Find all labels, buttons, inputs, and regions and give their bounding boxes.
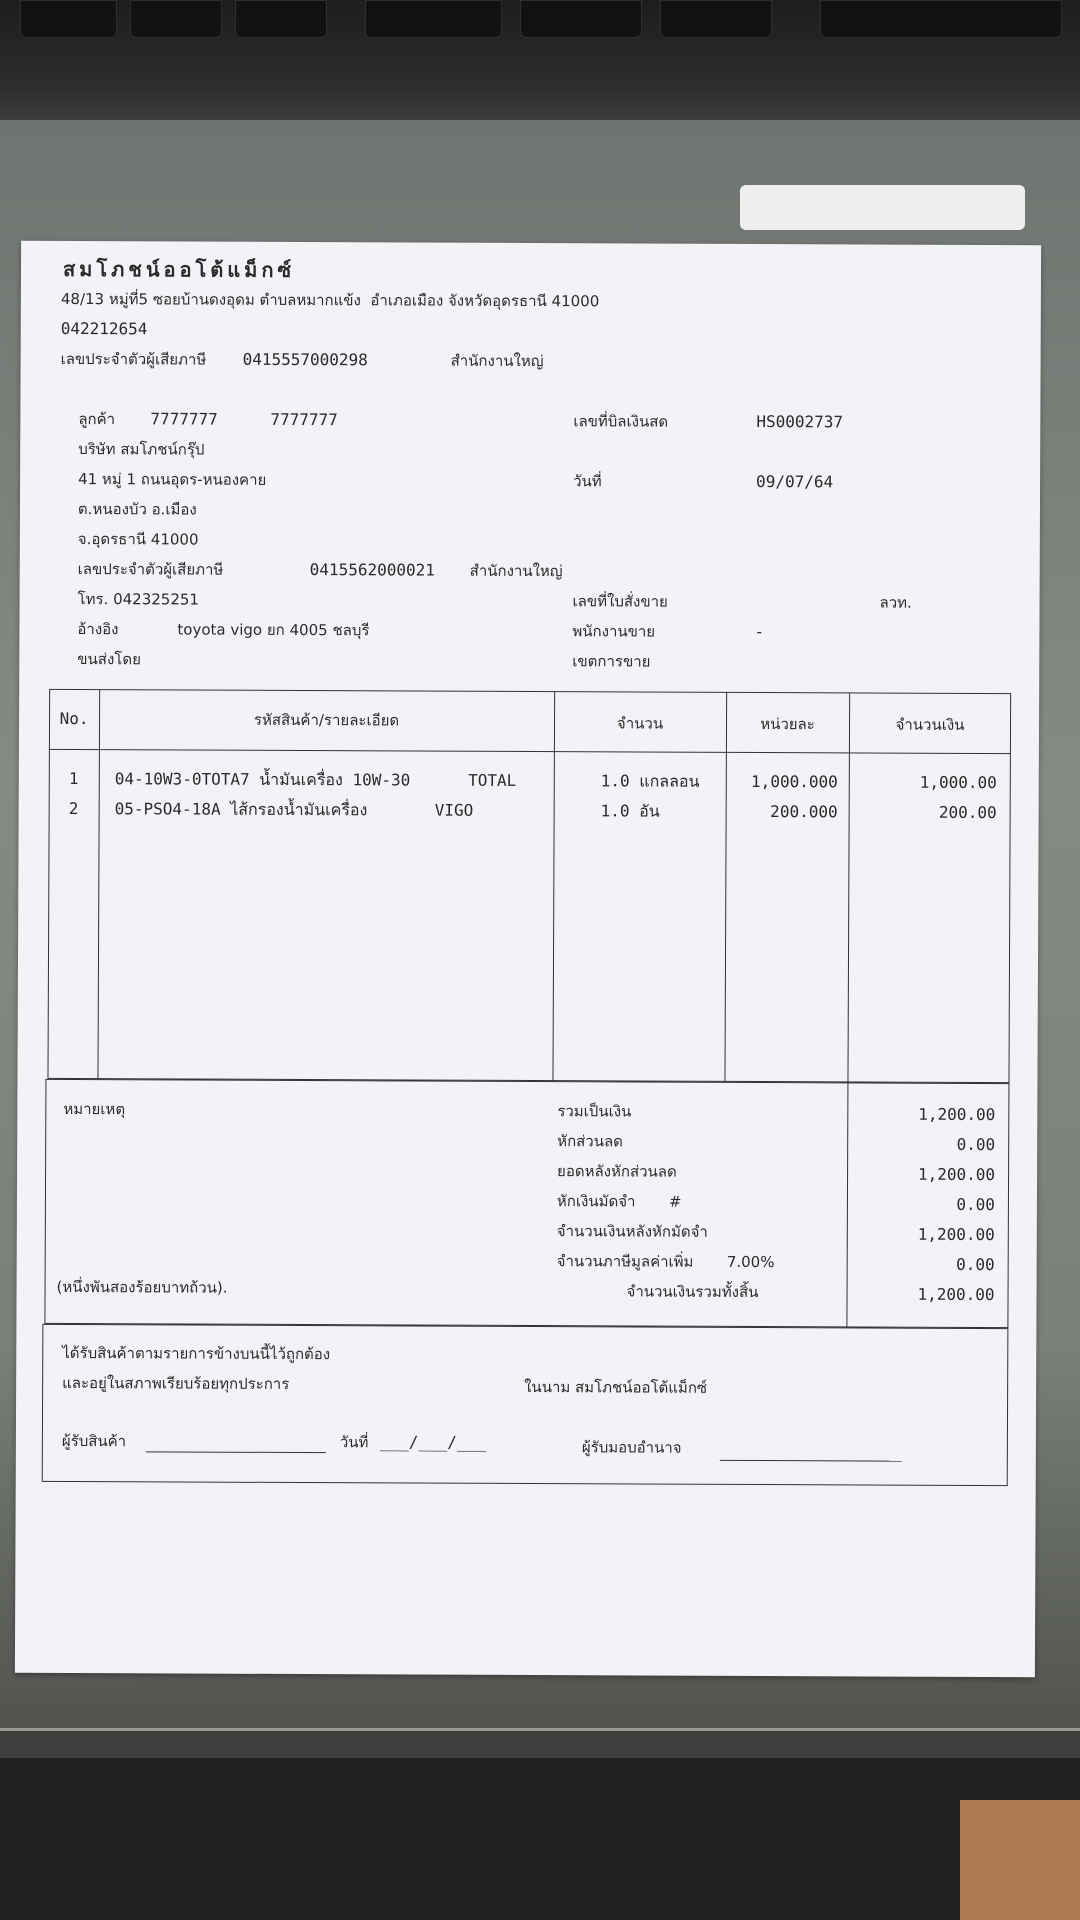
header-quantity: จำนวน (616, 714, 664, 733)
customer-label: ลูกค้า (78, 410, 116, 429)
received-text-1: ได้รับสินค้าตามรายการข้างบนนี้ไว้ถูกต้อง (62, 1343, 331, 1364)
summary-value-discount: 0.00 (956, 1134, 996, 1155)
customer-code: 7777777 (150, 409, 218, 429)
row-2-no: 2 (68, 798, 79, 819)
row-2-amount: 200.00 (938, 802, 997, 823)
salesperson-value: - (754, 621, 765, 642)
summary-value-subtotal: 1,200.00 (918, 1104, 996, 1125)
keyboard-key (20, 0, 117, 38)
company-name: สมโภชน์ออโต้แม็กซ์ (62, 256, 296, 282)
keyboard-key (820, 0, 1062, 38)
customer-address-2: ต.หนองบัว อ.เมือง (77, 500, 197, 519)
bill-date-value: 09/07/64 (756, 471, 834, 492)
keyboard-key (130, 0, 222, 38)
receiver-label: ผู้รับสินค้า (61, 1431, 127, 1451)
floor-background (0, 1758, 1080, 1920)
summary-label-deposit: หักเงินมัดจำ # (556, 1192, 682, 1211)
customer-name: บริษัท สมโภชน์กรุ๊ป (78, 440, 205, 459)
summary-label-after-discount: ยอดหลังหักส่วนลด (557, 1162, 677, 1181)
customer-tax-id: 0415562000021 (309, 560, 435, 580)
salesperson-label: พนักงานขาย (572, 622, 656, 641)
bill-no-label: เลขที่บิลเงินสด (573, 412, 669, 431)
header-unit-price: หน่วยละ (760, 715, 815, 734)
company-phone: 042212654 (60, 318, 148, 339)
reference-label: อ้างอิง (77, 620, 119, 639)
summary-label-subtotal: รวมเป็นเงิน (557, 1102, 632, 1121)
shipping-label: ขนส่งโดย (77, 650, 141, 669)
company-tax-label: เลขประจำตัวผู้เสียภาษี (60, 349, 207, 369)
keyboard-key (660, 0, 772, 38)
company-tax-id: 0415557000298 (242, 349, 368, 370)
customer-address-3: จ.อุดรธานี 41000 (77, 530, 199, 549)
company-address: 48/13 หมู่ที่5 ซอยบ้านดงอุดม ตำบลหมากแข้ง อำเภอเมือง จังหวัดอุดรธานี 41000 (60, 289, 600, 311)
company-branch: สำนักงานใหญ่ (450, 351, 544, 371)
customer-address-1: 41 หมู่ 1 ถนนอุดร-หนองคาย (78, 470, 267, 489)
row-1-unit-price: 1,000.000 (751, 771, 838, 792)
customer-tax-label: เลขประจำตัวผู้เสียภาษี (77, 560, 224, 579)
remark-label: หมายเหตุ (63, 1099, 126, 1119)
header-description: รหัสสินค้า/รายละเอียด (253, 710, 400, 730)
summary-value-after-deposit: 1,200.00 (917, 1224, 995, 1245)
keyboard-background (0, 0, 1080, 120)
summary-value-grand-total: 1,200.00 (917, 1284, 995, 1305)
summary-value-deposit: 0.00 (956, 1194, 995, 1215)
desk-edge (0, 1728, 1080, 1761)
amount-in-words: (หนึ่งพันสองร้อยบาทถ้วน). (56, 1277, 228, 1297)
header-amount: จำนวนเงิน (895, 715, 965, 734)
customer-branch: สำนักงานใหญ่ (469, 561, 563, 581)
sales-area-label: เขตการขาย (572, 652, 651, 671)
row-1-quantity: 1.0 แกลลอน (600, 771, 700, 791)
summary-label-discount: หักส่วนลด (557, 1132, 623, 1151)
floor-corner (960, 1800, 1080, 1920)
row-2-description: 05-PSO4-18A ไส้กรองน้ำมันเครื่อง VIGO (114, 799, 474, 820)
bill-no-value: HS0002737 (756, 411, 844, 432)
summary-value-vat: 0.00 (956, 1254, 995, 1275)
light-reflection (740, 185, 1025, 230)
row-1-amount: 1,000.00 (919, 772, 997, 793)
summary-value-after-discount: 1,200.00 (917, 1164, 996, 1185)
row-2-unit-price: 200.000 (770, 802, 838, 822)
authorized-label: ผู้รับมอบอำนาจ (581, 1438, 682, 1457)
row-1-description: 04-10W3-0TOTA7 น้ำมันเครื่อง 10W-30 TOTAL (114, 769, 517, 790)
customer-code-2: 7777777 (270, 409, 338, 430)
summary-label-vat: จำนวนภาษีมูลค่าเพิ่ม 7.00% (556, 1252, 775, 1272)
reference-value: toyota vigo ยก 4005 ชลบุรี (177, 620, 370, 640)
receive-date-label: วันที่ (339, 1433, 369, 1452)
receive-date-blank: ___/___/___ (379, 1432, 486, 1452)
keyboard-key (235, 0, 327, 38)
row-2-quantity: 1.0 อัน (600, 801, 660, 821)
summary-label-after-deposit: จำนวนเงินหลังหักมัดจำ (556, 1222, 708, 1241)
keyboard-key (365, 0, 502, 38)
customer-phone: โทร. 042325251 (77, 590, 200, 609)
received-text-2: และอยู่ในสภาพเรียบร้อยทุกประการ (62, 1373, 290, 1393)
bill-date-label: วันที่ (573, 472, 602, 491)
on-behalf-text: ในนาม สมโภชน์ออโต้แม็กซ์ (524, 1377, 708, 1397)
order-no-value: ลวท. (879, 593, 912, 612)
row-1-no: 1 (68, 768, 79, 789)
summary-label-grand-total: จำนวนเงินรวมทั้งสิ้น (626, 1282, 759, 1302)
items-table (47, 689, 1011, 1083)
header-no: No. (59, 708, 89, 729)
receipt-paper (15, 241, 1041, 1677)
keyboard-key (520, 0, 642, 38)
order-no-label: เลขที่ใบสั่งขาย (572, 592, 668, 611)
